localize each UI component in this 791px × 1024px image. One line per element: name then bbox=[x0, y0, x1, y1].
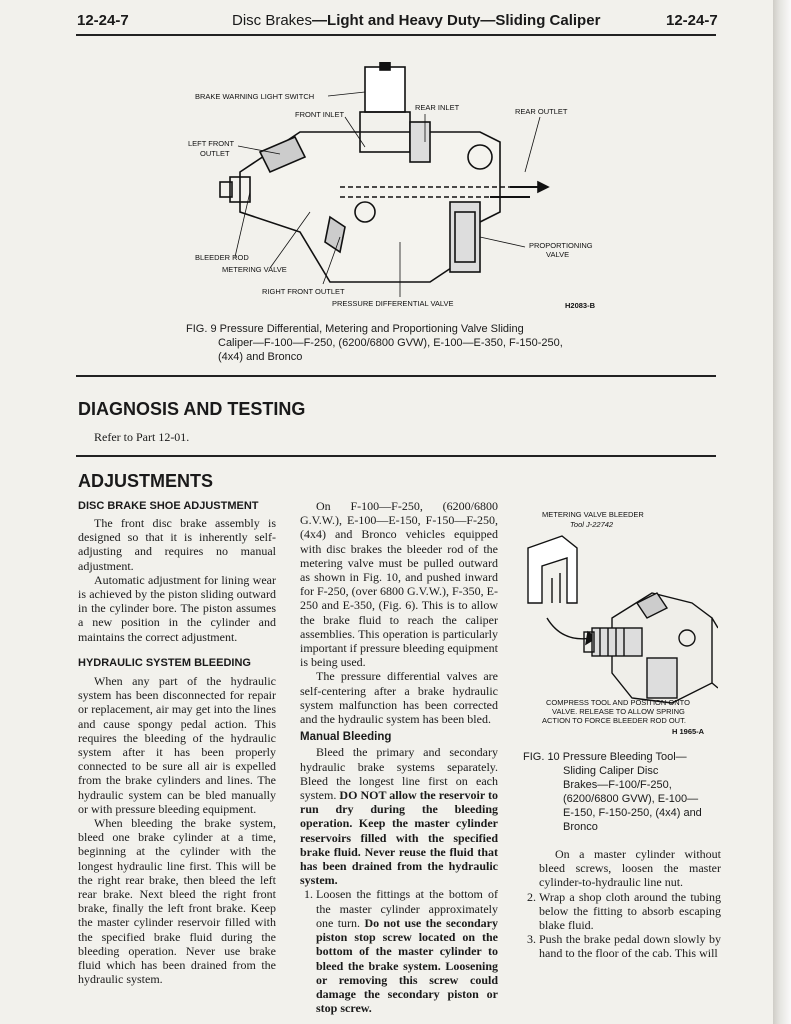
step-3: 3. Push the brake pedal down slowly by hand to the floor of the cab. This will bbox=[539, 932, 721, 960]
col2-paragraph-1: On F-100—F-250, (6200/6800 G.V.W.), E-100—E-150, F-150—F-250, (4x4) and Bronco vehicles equipped with disc brakes the bleeder rod of the metering valve must be pulled outward as shown in Fig. 10, and pushed inward for F-250, (over 6800 G.V.W.), F-350, E-250 and E-350, (Fig. 6). This is to allow the brake fluid to reach the caliper assemblies. This operation is particularly important if pressure bleeding equipment is being used. bbox=[300, 499, 498, 670]
disc-brake-adjustment-heading: DISC BRAKE SHOE ADJUSTMENT bbox=[78, 500, 259, 512]
label-left-front: LEFT FRONT bbox=[188, 139, 235, 148]
page-number-right: 12-24-7 bbox=[666, 12, 718, 29]
step-2: 2. Wrap a shop cloth around the tubing below the fitting to absorb escaping blake fluid. bbox=[539, 890, 721, 933]
section-rule-2 bbox=[76, 455, 716, 457]
figure-10-caption bbox=[523, 750, 713, 834]
column-1-text bbox=[78, 516, 276, 644]
figure-10-code: H 1965-A bbox=[672, 727, 705, 736]
fig10-caption-line4: (6200/6800 GVW), E-100— bbox=[563, 793, 699, 805]
bleeding-steps-list bbox=[300, 887, 498, 1015]
label-valve: VALVE bbox=[546, 250, 570, 259]
fig10-caption-line1: FIG. 10 Pressure Bleeding Tool— bbox=[523, 751, 687, 763]
label-right-front-outlet: RIGHT FRONT OUTLET bbox=[262, 287, 345, 296]
col2-paragraph-3 bbox=[300, 745, 498, 887]
adjustments-title: ADJUSTMENTS bbox=[78, 471, 214, 491]
diagnosis-text bbox=[94, 430, 294, 444]
label-brake-warning-switch: BRAKE WARNING LIGHT SWITCH bbox=[195, 92, 315, 101]
disc-paragraph-1: The front disc brake assembly is designed so that it is inherently self-adjusting and requires no manual adjustment. bbox=[78, 516, 276, 573]
col2-p3-bold: DO NOT allow the reservoir to run dry during the bleeding operation. Keep the master cylinder reservoirs filled with the specified brake fluid. Never reuse the fluid that has been drained from the hydraulic system. bbox=[300, 788, 498, 888]
running-title-rest: —Light and Heavy Duty—Sliding Caliper bbox=[312, 12, 601, 29]
compress-line-1: COMPRESS TOOL AND POSITION ONTO bbox=[546, 698, 690, 707]
step1-bold: Do not use the secondary piston stop screw located on the bottom of the master cylinder to bleed the brake system. Loosening or removing this screw could damage the secondary piston or stop screw. bbox=[316, 915, 498, 1016]
label-outlet: OUTLET bbox=[200, 149, 230, 158]
running-title bbox=[232, 12, 600, 29]
column-3-text bbox=[523, 847, 721, 961]
manual-bleeding-heading: Manual Bleeding bbox=[300, 731, 392, 744]
fig9-caption-line3: (4x4) and Bronco bbox=[218, 351, 303, 363]
label-rear-outlet: REAR OUTLET bbox=[515, 107, 568, 116]
fig10-caption-line2: Sliding Caliper Disc bbox=[563, 765, 659, 777]
column-2-text bbox=[300, 499, 498, 1015]
label-pressure-differential: PRESSURE DIFFERENTIAL VALVE bbox=[332, 299, 454, 308]
tool-title-label: METERING VALVE BLEEDER bbox=[542, 510, 644, 519]
label-proportioning: PROPORTIONING bbox=[529, 241, 593, 250]
fig10-caption-line6: Bronco bbox=[563, 821, 598, 833]
hydraulic-paragraph-2: When bleeding the brake system, bleed one brake cylinder at a time, beginning at the cylinder with the longest hydraulic line first. This will be the right rear brake, then bleed the left rear brake. Next bleed the right front brake, finally the left front brake. Keep the master cylinder reservoir filled with the specified brake fluid during the bleeding operation. Never use brake fluid which has been drained from the hydraulic system. bbox=[78, 816, 276, 987]
col2-p3-normal: Bleed the primary and secondary hydraulic brake systems separately. Bleed the longest line first on each system. bbox=[300, 745, 498, 803]
header-rule bbox=[76, 34, 716, 36]
disc-paragraph-2: Automatic adjustment for lining wear is achieved by the piston sliding outward in the cylinder bore. The piston assumes a new position in the cylinder and maintains the correct adjustment. bbox=[78, 572, 276, 644]
figure-9-diagram bbox=[180, 62, 620, 312]
step1-normal: Loosen the fittings at the bottom of the master cylinder approximately one turn. bbox=[316, 887, 498, 930]
figure-9-caption bbox=[186, 322, 606, 364]
column-1-lower-text bbox=[78, 674, 276, 986]
bleeder-tool-diagram bbox=[522, 508, 718, 740]
col2-paragraph-2: The pressure differential valves are self-centering after a brake hydraulic system malfunction has been corrected and the hydraulic system has been bled. bbox=[300, 669, 498, 727]
label-metering-valve: METERING VALVE bbox=[222, 265, 287, 274]
label-rear-inlet: REAR INLET bbox=[415, 103, 460, 112]
fig10-caption-line3: Brakes—F-100/F-250, bbox=[563, 779, 672, 791]
compress-line-3: ACTION TO FORCE BLEEDER ROD OUT. bbox=[542, 716, 686, 725]
fig9-caption-line1: FIG. 9 Pressure Differential, Metering and Proportioning Valve Sliding bbox=[186, 323, 524, 335]
fig9-caption-line2: Caliper—F-100—F-250, (6200/6800 GVW), E-100—E-350, F-150-250, bbox=[218, 337, 563, 349]
hydraulic-bleeding-heading: HYDRAULIC SYSTEM BLEEDING bbox=[78, 657, 251, 669]
diagnosis-paragraph: Refer to Part 12-01. bbox=[94, 430, 190, 444]
col3-paragraph-1: On a master cylinder without bleed screws, loosen the master cylinder-to-hydraulic line nut. bbox=[539, 847, 721, 890]
valve-diagram bbox=[180, 62, 620, 312]
running-title-prefix: Disc Brakes bbox=[232, 12, 313, 29]
page-edge bbox=[773, 0, 791, 1024]
page-number-left: 12-24-7 bbox=[77, 12, 129, 29]
hydraulic-paragraph-1: When any part of the hydraulic system has been disconnected for repair or replacement, air may get into the lines and cause spongy pedal action. This requires the bleeding of the hydraulic system after it has been properly connected to be sure all air is expelled from the brake cylinders and lines. The hydraulic system can be bled manually or with pressure bleeding equipment. bbox=[78, 674, 276, 816]
col3-steps-list bbox=[523, 890, 721, 961]
diagnosis-title: DIAGNOSIS AND TESTING bbox=[78, 399, 306, 419]
label-front-inlet: FRONT INLET bbox=[295, 110, 345, 119]
section-rule-1 bbox=[76, 375, 716, 377]
figure-code: H2083-B bbox=[565, 301, 596, 310]
compress-line-2: VALVE. RELEASE TO ALLOW SPRING bbox=[552, 707, 685, 716]
label-bleeder-rod: BLEEDER ROD bbox=[195, 253, 249, 262]
figure-10-diagram bbox=[522, 508, 718, 740]
fig10-caption-line5: E-150, F-150-250, (4x4) and bbox=[563, 807, 702, 819]
tool-number-label: Tool J-22742 bbox=[570, 520, 614, 529]
step-1 bbox=[316, 887, 498, 1015]
tool-drawing bbox=[528, 536, 718, 703]
